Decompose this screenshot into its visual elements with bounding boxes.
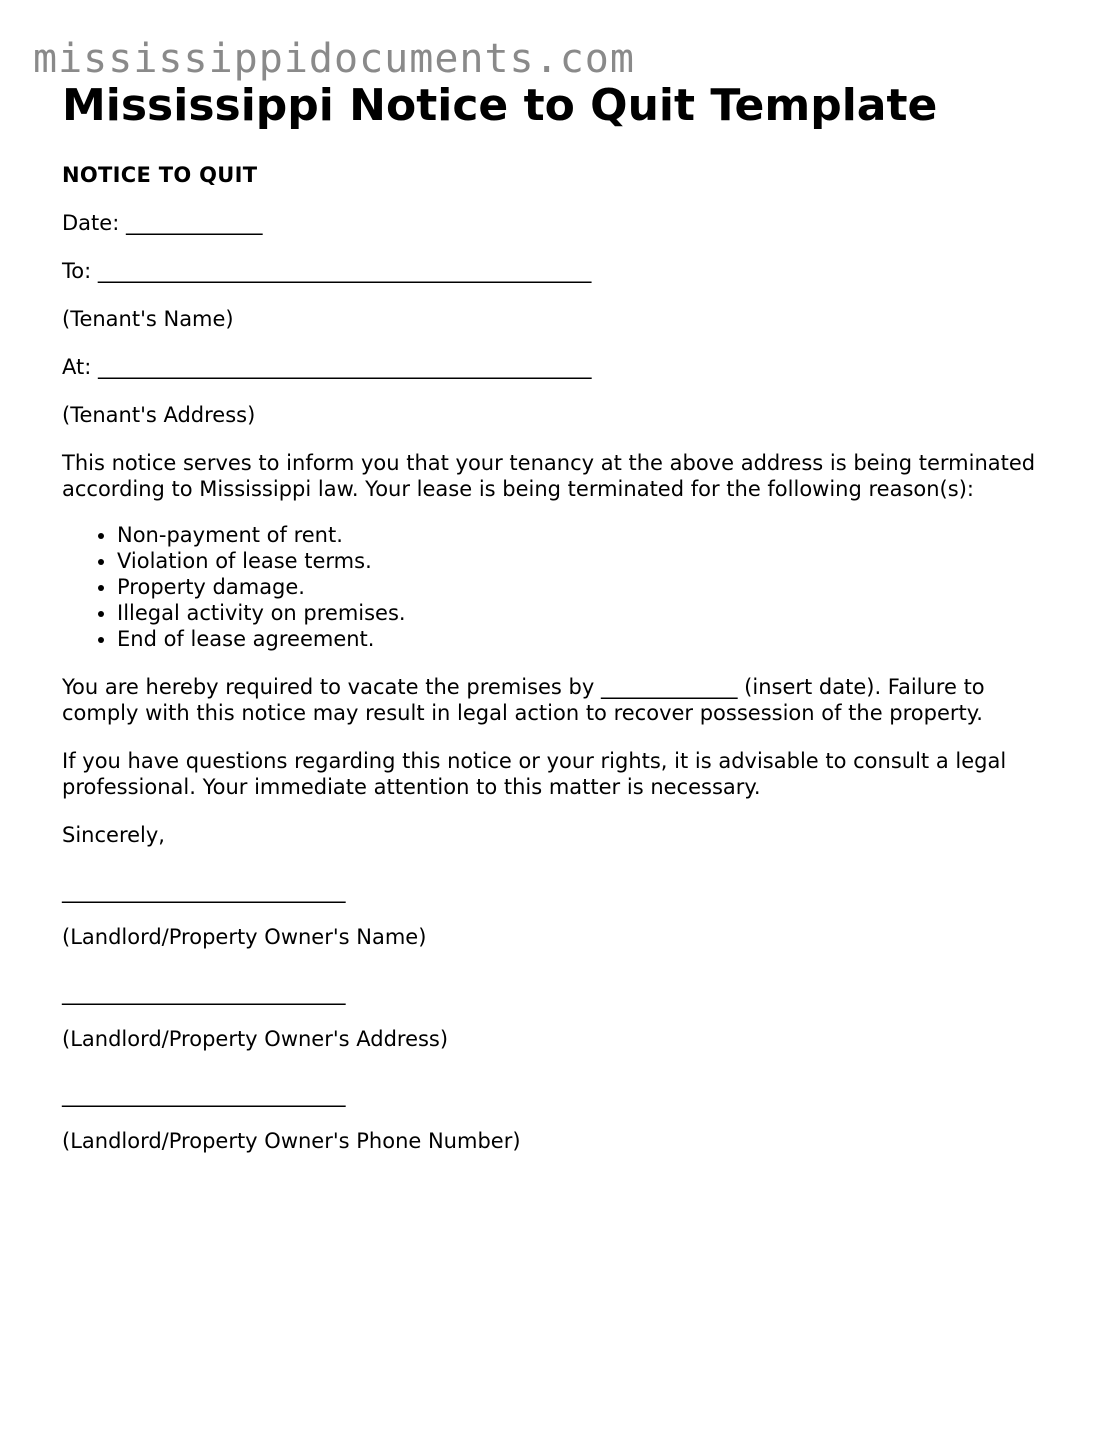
reason-item: • Property damage. [117,574,1062,600]
document-title: Mississippi Notice to Quit Template [62,80,938,131]
reason-item: • Violation of lease terms. [117,548,1062,574]
notice-document [62,78,1062,1154]
reason-item: • Illegal activity on premises. [117,600,1062,626]
advice-paragraph: If you have questions regarding this notice or your rights, it is advisable to consult a legal professional. Your immediate attention to this matter is necessary. [62,749,1007,799]
at-field: At: _______________________________________________ [62,355,592,379]
signature-name-line: ___________________________ [62,879,346,903]
tenant-name-label: (Tenant's Name) [62,307,234,331]
landlord-name-label: (Landlord/Property Owner's Name) [62,925,427,949]
signature-address-line: ___________________________ [62,981,346,1005]
landlord-phone-label: (Landlord/Property Owner's Phone Number) [62,1129,521,1153]
site-watermark: mississippidocuments.com [33,36,635,82]
to-field: To: _______________________________________________ [62,259,592,283]
reasons-list [62,522,1062,652]
closing-text: Sincerely, [62,823,165,847]
signature-phone-line: ___________________________ [62,1083,346,1107]
notice-heading: NOTICE TO QUIT [62,163,258,187]
date-field: Date: _____________ [62,211,263,235]
vacate-paragraph: You are hereby required to vacate the premises by _____________ (insert date). Failure to comply with this notice may result in legal action to recover possession of the property. [62,675,985,725]
intro-paragraph: This notice serves to inform you that your tenancy at the above address is being terminated according to Mississippi law. Your lease is being terminated for the following reason(s): [62,451,1036,501]
reason-item: • Non-payment of rent. [117,522,1062,548]
reason-item: • End of lease agreement. [117,626,1062,652]
landlord-address-label: (Landlord/Property Owner's Address) [62,1027,449,1051]
tenant-address-label: (Tenant's Address) [62,403,256,427]
